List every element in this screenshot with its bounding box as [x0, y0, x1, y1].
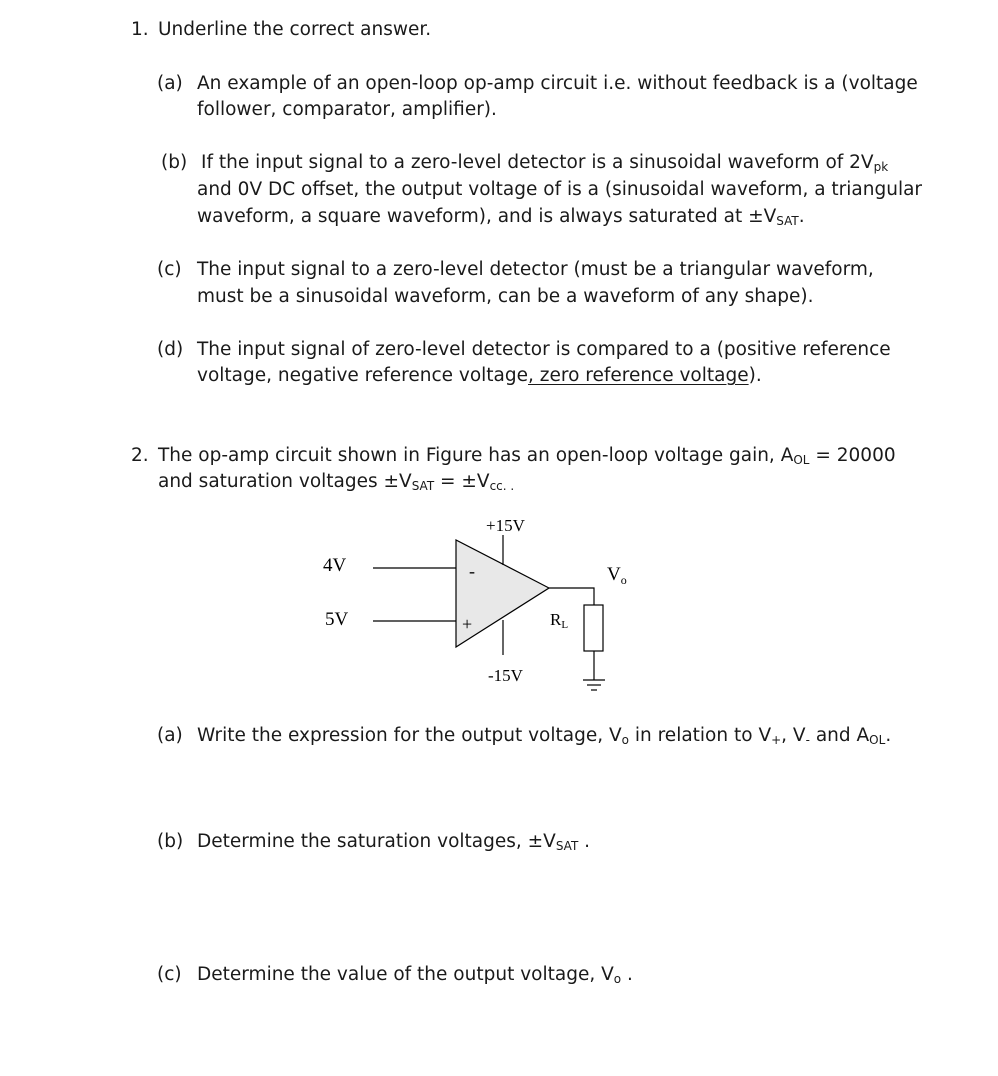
q2b-text: Determine the saturation voltages, $\pm V_{SAT}$ . — [197, 831, 591, 853]
q1c-line2: must be a sinusoidal waveform, can be a waveform of any shape). — [197, 286, 814, 307]
q1d-line2: voltage, negative reference voltage, zero reference voltage). — [197, 365, 762, 386]
q1b-line1: If the input signal to a zero-level detector is a sinusoidal waveform of $2V_{pk}$ — [201, 152, 889, 174]
opamp-circuit-diagram — [0, 505, 998, 705]
q1d-line1: The input signal of zero-level detector is compared to a (positive reference — [197, 339, 891, 360]
q1c-line1: The input signal to a zero-level detector (must be a triangular waveform, — [197, 259, 874, 280]
underlined-answer: , zero reference voltage — [528, 365, 749, 386]
q1a-line2: follower, comparator, amplifier). — [197, 99, 497, 120]
q1a-line1: An example of an open-loop op-amp circuit i.e. without feedback is a (voltage — [197, 73, 918, 94]
q1c-label: (c) — [157, 259, 182, 280]
q2-number: 2. — [131, 445, 149, 466]
q2a-text: Write the expression for the output voltage, $V_o$ in relation to $V_+$, $V_-$ and $A_{OL}$. — [197, 725, 892, 747]
load-resistor — [584, 605, 603, 651]
q2c-label: (c) — [157, 964, 182, 985]
inverting-sign: - — [469, 561, 475, 581]
q1b-line2: and 0V DC offset, the output voltage of is a (sinusoidal waveform, a triangular — [197, 179, 923, 200]
noninverting-input-voltage: 5V — [325, 609, 349, 630]
ground-icon — [583, 680, 605, 690]
q1a-label: (a) — [157, 73, 183, 94]
output-voltage-label: $V_o$ — [607, 564, 627, 587]
inverting-input-voltage: 4V — [323, 555, 347, 576]
q1d-label: (d) — [157, 339, 184, 360]
noninverting-sign: + — [462, 614, 473, 634]
positive-supply-label: +15V — [486, 516, 525, 535]
negative-supply-label: -15V — [488, 666, 523, 685]
q2-line2: and saturation voltages $\pm V_{SAT} = \pm V_{cc. .}$ — [158, 471, 515, 493]
q1b-label: (b) — [161, 152, 188, 173]
q1-number: 1. — [131, 19, 149, 40]
output-lead — [549, 588, 594, 605]
q1b-line3: waveform, a square waveform), and is always saturated at $\pm V_{SAT}$. — [197, 206, 805, 228]
q2-line1: The op-amp circuit shown in Figure has an open-loop voltage gain, $A_{OL} = 20000$ — [158, 445, 896, 467]
q2a-label: (a) — [157, 725, 183, 746]
q2c-text: Determine the value of the output voltage, $V_o$ . — [197, 964, 633, 986]
load-resistor-label: RL — [550, 610, 569, 631]
q2b-label: (b) — [157, 831, 184, 852]
q1-title: Underline the correct answer. — [158, 19, 432, 40]
